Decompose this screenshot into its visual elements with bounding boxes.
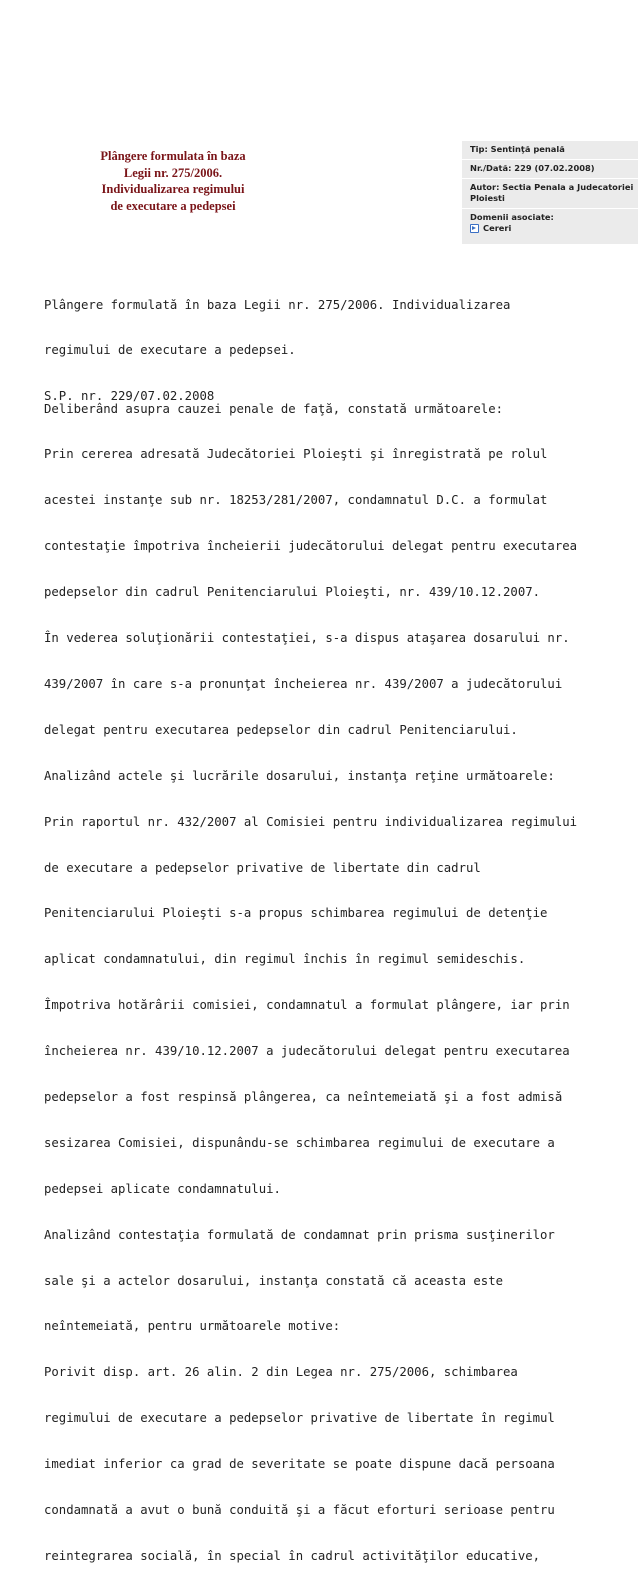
body-line: reintegrarea socială, în special în cadrul activităţilor educative, [44, 1548, 541, 1563]
meta-author [462, 179, 638, 209]
meta-associated-domains [462, 209, 638, 238]
body-line: 439/2007 în care s-a pronunţat încheierea nr. 439/2007 a judecătorului [44, 676, 563, 691]
metadata-panel [462, 141, 638, 244]
body-line: pedepsei aplicate condamnatului. [44, 1181, 281, 1196]
body-line: aplicat condamnatului, din regimul închis în regimul semideschis. [44, 952, 526, 967]
body-line: Analizând actele şi lucrările dosarului, instanţa reţine următoarele: [44, 768, 555, 783]
body-line: Analizând contestaţia formulată de condamnat prin prisma susţinerilor [44, 1227, 555, 1242]
body-line: Deliberând asupra cauzei penale de faţă, constată următoarele: [44, 401, 504, 416]
intro-line: S.P. nr. 229/07.02.2008 [44, 389, 215, 404]
body-line: Porivit disp. art. 26 alin. 2 din Legea nr. 275/2006, schimbarea [44, 1365, 518, 1380]
body-line: regimului de executare a pedepselor privative de libertate în regimul [44, 1411, 555, 1426]
meta-domains-label: Domenii asociate: [470, 212, 554, 222]
body-line: încheierea nr. 439/10.12.2007 a judecătorului delegat pentru executarea [44, 1044, 570, 1059]
body-line: contestaţie împotriva încheierii judecătorului delegat pentru executarea [44, 539, 578, 554]
meta-number-date: Nr./Dată: 229 (07.02.2008) [462, 160, 638, 179]
meta-author-line-1: Autor: Sectia Penala a Judecatoriei [470, 182, 634, 192]
meta-author-line-2: Ploiesti [470, 193, 505, 203]
body-line: Împotriva hotărârii comisiei, condamnatul a formulat plângere, iar prin [44, 998, 570, 1013]
body-line: sesizarea Comisiei, dispunându-se schimbarea regimului de executare a [44, 1135, 555, 1150]
body-line: condamnată a avut o bună conduită şi a făcut eforturi serioase pentru [44, 1502, 555, 1517]
body-line: neîntemeiată, pentru următoarele motive: [44, 1319, 341, 1334]
document-title [84, 148, 262, 214]
body-line: delegat pentru executarea pedepselor din cadrul Penitenciarului. [44, 722, 518, 737]
meta-type: Tip: Sentinţă penală [462, 141, 638, 160]
title-line-2: Legii nr. 275/2006. [123, 165, 223, 180]
body-line: Penitenciarului Ploieşti s-a propus schimbarea regimului de detenţie [44, 906, 548, 921]
body-line: imediat inferior ca grad de severitate se poate dispune dacă persoana [44, 1457, 555, 1472]
title-line-3: Individualizarea regimului [101, 182, 245, 196]
domain-link-label[interactable]: Cereri [483, 223, 512, 233]
body-line: acestei instanţe sub nr. 18253/281/2007, condamnatul D.C. a formulat [44, 493, 548, 508]
title-line-1: Plângere formulata în baza [100, 149, 246, 163]
document-body [44, 371, 577, 1579]
intro-line: regimului de executare a pedepsei. [44, 343, 296, 358]
body-line: pedepselor din cadrul Penitenciarului Ploieşti, nr. 439/10.12.2007. [44, 585, 541, 600]
title-line-4: de executare a pedepsei [110, 198, 236, 213]
body-line: Prin cererea adresată Judecătoriei Ploieşti şi înregistrată pe rolul [44, 447, 548, 462]
body-line: sale şi a actelor dosarului, instanţa constată că aceasta este [44, 1273, 504, 1288]
body-line: În vederea soluţionării contestaţiei, s-a dispus ataşarea dosarului nr. [44, 631, 570, 646]
domain-link-cereri[interactable] [470, 223, 638, 234]
body-line: pedepselor a fost respinsă plângerea, ca neîntemeiată şi a fost admisă [44, 1089, 563, 1104]
body-line: de executare a pedepselor privative de libertate din cadrul [44, 860, 481, 875]
arrow-box-icon [470, 224, 479, 233]
body-line: Prin raportul nr. 432/2007 al Comisiei pentru individualizarea regimului [44, 814, 578, 829]
intro-line: Plângere formulată în baza Legii nr. 275/2006. Individualizarea [44, 297, 511, 312]
